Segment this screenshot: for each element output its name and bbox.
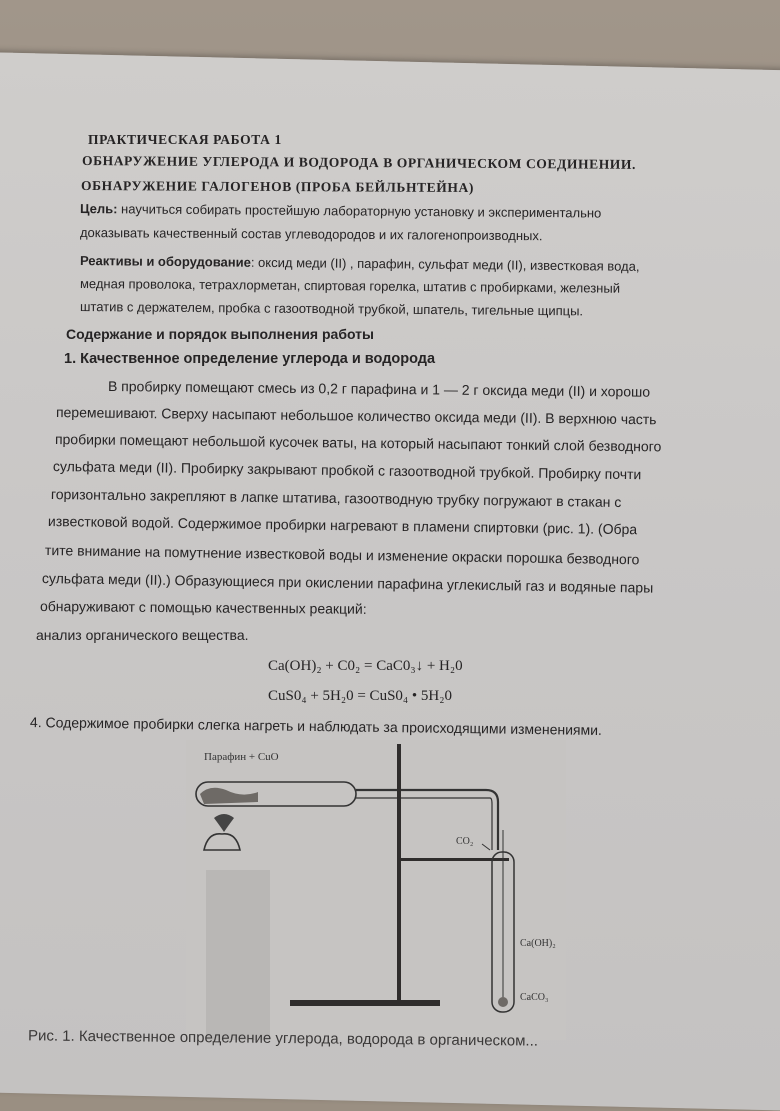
section-heading: Содержание и порядок выполнения работы (66, 326, 374, 342)
label-paraffin-cuo: Парафин + CuO (204, 751, 279, 763)
goal-label: Цель: (79, 201, 118, 217)
doc-title: ПРАКТИЧЕСКАЯ РАБОТА 1 (88, 132, 282, 147)
doc-subtitle-2: ОБНАРУЖЕНИЕ ГАЛОГЕНОВ (ПРОБА БЕЙЛЬНТЕЙНА) (80, 178, 474, 196)
caco3-precipitate (498, 997, 508, 1007)
para-line-8: сульфата меди (II).) Образующиеся при окислении парафина углекислый газ и водяные пары (41, 570, 654, 596)
reagents-text-3: штатив с держателем, пробка с газоотводной трубкой, шпатель, тигельные щипцы. (79, 299, 584, 319)
para-line-3: пробирки помещают небольшой кусочек ваты, на который насыпают тонкий слой безводного (54, 431, 662, 455)
figure-caption: Рис. 1. Качественное определение углерода, водорода в органическом... (27, 1027, 539, 1050)
goal-text-2: доказывать качественный состав углеводородов и их галогенопроизводных. (79, 225, 543, 244)
stand-base (290, 1000, 440, 1006)
reagents-label: Реактивы и оборудование (79, 253, 251, 270)
para-line-9: обнаруживают с помощью качественных реакций: (39, 598, 367, 617)
formula-2: CuS0₄ + 5H₂0 = CuS0₄ • 5H₂0 (268, 688, 452, 704)
para-line-5: горизонтально закрепляют в лапке штатива, газоотводную трубку погружают в стакан с (50, 486, 622, 510)
formula-1: Ca(OH)₂ + C0₂ = CaC0₃↓ + H₂0 (268, 658, 463, 674)
doc-subtitle-1: ОБНАРУЖЕНИЕ УГЛЕРОДА И ВОДОРОДА В ОРГАНИЧЕСКОМ СОЕДИНЕНИИ. (81, 153, 637, 172)
reagents-text-2: медная проволока, тетрахлорметан, спиртовая горелка, штатив с пробирками, железный (79, 276, 621, 296)
label-co2: CO₂ (456, 836, 474, 847)
para-line-2: перемешивают. Сверху насыпают небольшое количество оксида меди (II). В верхнюю часть (55, 404, 657, 428)
para-line-6: известковой водой. Содержимое пробирки нагревают в пламени спиртовки (рис. 1). (Обра (47, 513, 638, 538)
step-4: 4. Содержимое пробирки слегка нагреть и наблюдать за происходящими изменениями. (29, 714, 603, 738)
para-line-4: сульфата меди (II). Пробирку закрывают пробкой с газоотводной трубкой. Пробирку почти (52, 458, 642, 483)
goal-line-1 (80, 201, 601, 221)
subsection-heading: 1. Качественное определение углерода и водорода (64, 351, 436, 367)
reagents-line-1 (80, 253, 640, 274)
goal-text-1: научиться собирать простейшую лабораторную установку и экспериментально (121, 201, 602, 221)
stand-rod (397, 744, 401, 1002)
apparatus-figure (186, 740, 566, 1040)
para-line-1: В пробирку помещают смесь из 0,2 г парафина и 1 — 2 г оксида меди (II) и хорошо (107, 378, 651, 400)
burner-stand-block (206, 870, 270, 1040)
analysis-line: анализ органического вещества. (36, 627, 249, 643)
apparatus-drawing (186, 740, 566, 1040)
label-limewater: Ca(OH)₂ (520, 938, 556, 949)
para-line-7: тите внимание на помутнение известковой воды и изменение окраски порошка безводного (44, 542, 640, 568)
reagents-text-1: : оксид меди (II) , парафин, сульфат меди (II), известковая вода, (250, 254, 640, 274)
label-caco3: CaCO₃ (520, 992, 549, 1003)
